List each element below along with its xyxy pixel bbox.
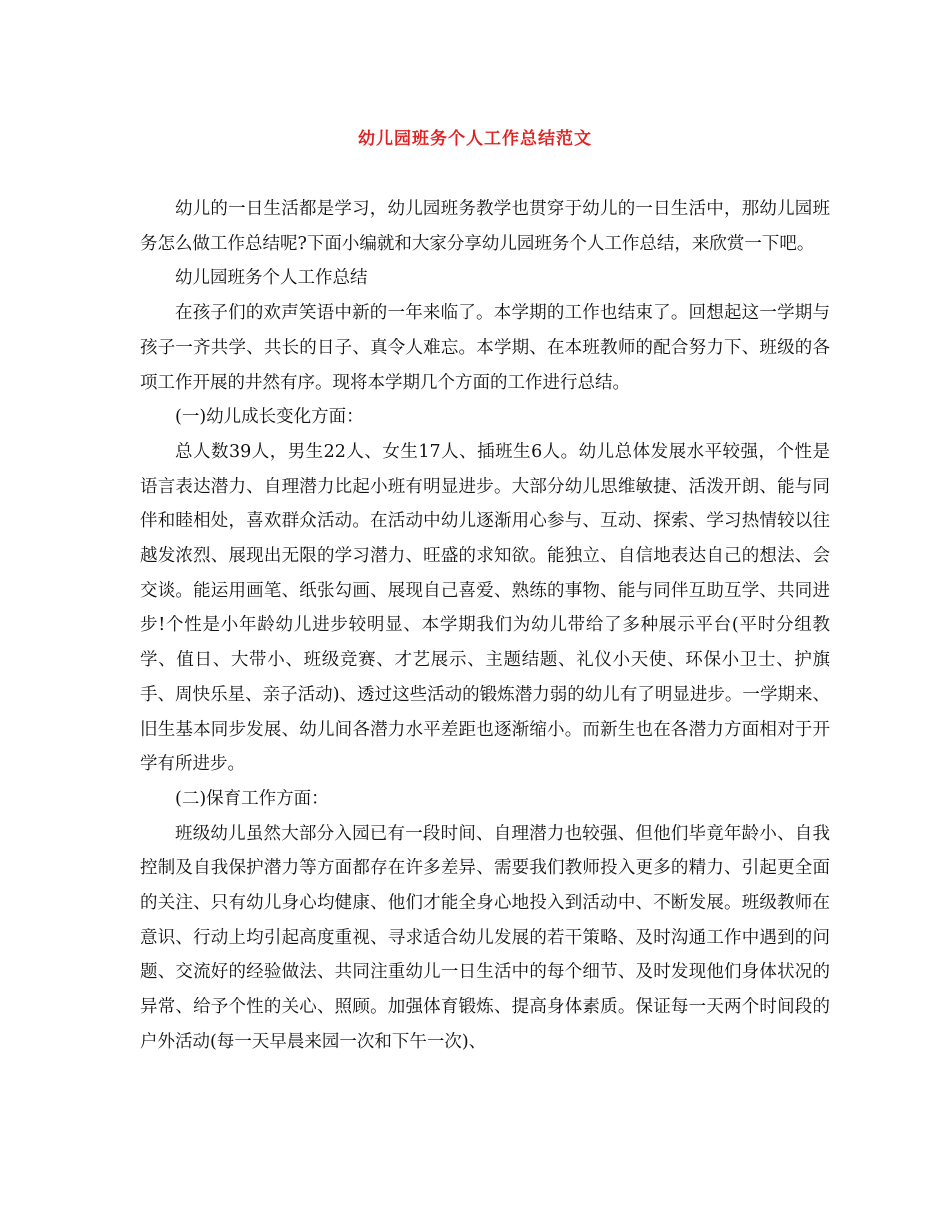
document-title: 幼儿园班务个人工作总结范文 [358, 129, 592, 149]
section-heading-growth: (一)幼儿成长变化方面： [175, 407, 364, 428]
paragraph-growth: 总人数39人，男生22人、女生17人、插班生6人。幼儿总体发展水平较强，个性是语言表达潜力、自理潜力比起小班有明显进步。大部分幼儿思维敏捷、活泼开朗、能与同伴和睦相处，喜欢群众活动。在活动中幼儿逐渐用心参与、互动、探索、学习热情较以往越发浓烈、展现出无限的学习潜力、旺盛的求知欲。能独立、自信地表达自己的想法、会交谈。能运用画笔、纸张勾画、展现自己喜爱、熟练的事物、能与同伴互助互学、共同进步!个性是小年龄幼儿进步较明显、本学期我们为幼儿带给了多种展示平台(平时分组教学、值日、大带小、班级竞赛、才艺展示、主题结题、礼仪小天使、环保小卫士、护旗手、周快乐星、亲子活动)、透过这些活动的锻炼潜力弱的幼儿有了明显进步。一学期来、旧生基本同步发展、幼儿间各潜力水平差距也逐渐缩小。而新生也在各潜力方面相对于开学有所进步。 [140, 441, 830, 775]
paragraph-opening: 在孩子们的欢声笑语中新的一年来临了。本学期的工作也结束了。回想起这一学期与孩子一齐共学、共长的日子、真令人难忘。本学期、在本班教师的配合努力下、班级的各项工作开展的井然有序。现将本学期几个方面的工作进行总结。 [140, 303, 830, 393]
section-heading-care: (二)保育工作方面： [175, 788, 329, 809]
paragraph-heading: 幼儿园班务个人工作总结 [175, 268, 368, 289]
paragraph-intro: 幼儿的一日生活都是学习，幼儿园班务教学也贯穿于幼儿的一日生活中，那幼儿园班务怎么做工作总结呢?下面小编就和大家分享幼儿园班务个人工作总结，来欣赏一下吧。 [140, 199, 830, 254]
paragraph-care: 班级幼儿虽然大部分入园已有一段时间、自理潜力也较强、但他们毕竟年龄小、自我控制及自我保护潜力等方面都存在许多差异、需要我们教师投入更多的精力、引起更全面的关注、只有幼儿身心均健康、他们才能全身心地投入到活动中、不断发展。班级教师在意识、行动上均引起高度重视、寻求适合幼儿发展的若干策略、及时沟通工作中遇到的问题、交流好的经验做法、共同注重幼儿一日生活中的每个细节、及时发现他们身体状况的异常、给予个性的关心、照顾。加强体育锻炼、提高身体素质。保证每一天两个时间段的户外活动(每一天早晨来园一次和下午一次)、 [140, 823, 830, 1052]
document-body [140, 192, 830, 1060]
